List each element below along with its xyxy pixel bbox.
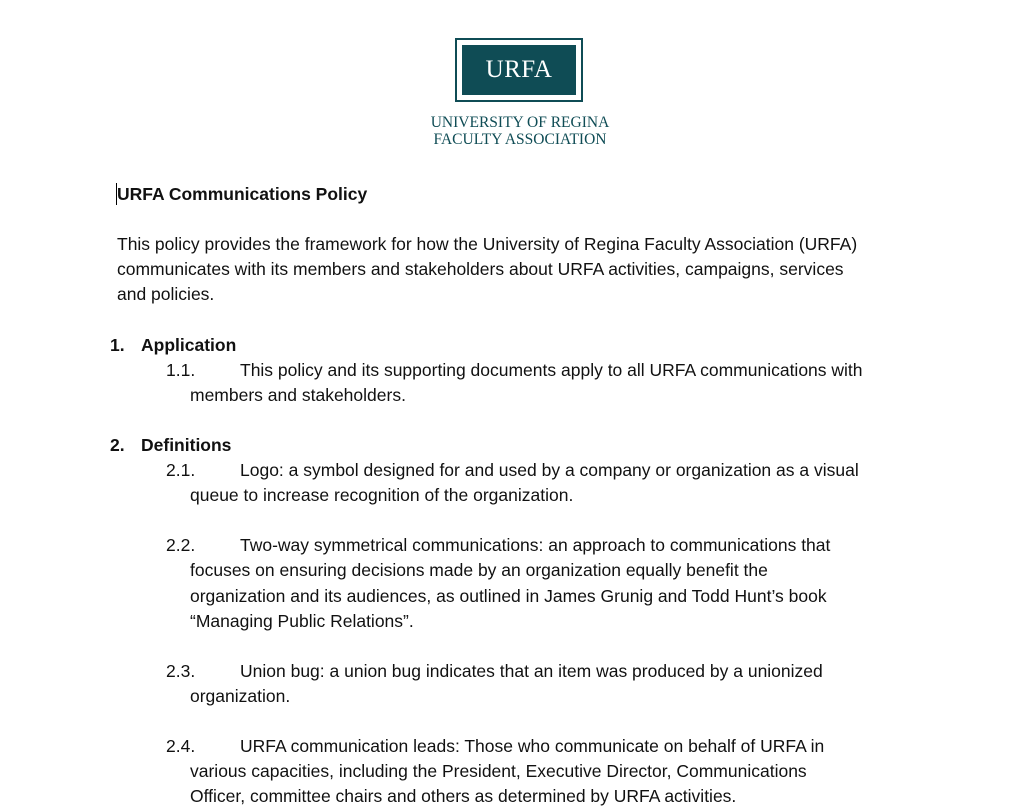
item-text: organization.: [190, 686, 291, 706]
intro-line: and policies.: [117, 284, 215, 304]
item-number: 2.2.: [166, 535, 196, 555]
item-text: “Managing Public Relations”.: [190, 611, 414, 631]
item-text: Logo: a symbol designed for and used by a company or organization as a visual: [240, 460, 859, 480]
item-text: This policy and its supporting documents apply to all URFA communications with: [240, 360, 863, 380]
urfa-logo-text: URFA: [462, 45, 576, 95]
section-heading-application: Application: [141, 335, 237, 355]
item-text: Union bug: a union bug indicates that an item was produced by a unionized: [240, 661, 823, 681]
item-text: members and stakeholders.: [190, 385, 406, 405]
item-text: Two-way symmetrical communications: an approach to communications that: [240, 535, 831, 555]
item-number: 2.3.: [166, 661, 196, 681]
item-text: queue to increase recognition of the organization.: [190, 485, 574, 505]
document-title: URFA Communications Policy: [117, 184, 368, 204]
item-text: various capacities, including the President, Executive Director, Communications: [190, 761, 807, 781]
org-name-line1: UNIVERSITY OF REGINA: [430, 114, 610, 131]
intro-line: communicates with its members and stakeholders about URFA activities, campaigns, services: [117, 259, 844, 279]
item-text: URFA communication leads: Those who communicate on behalf of URFA in: [240, 736, 825, 756]
item-number: 2.4.: [166, 736, 196, 756]
urfa-logo: [455, 38, 583, 102]
item-text: focuses on ensuring decisions made by an organization equally benefit the: [190, 560, 768, 580]
section-heading-definitions: Definitions: [141, 435, 232, 455]
item-number: 1.1.: [166, 360, 196, 380]
section-number: 1.: [110, 335, 125, 355]
item-text: Officer, committee chairs and others as determined by URFA activities.: [190, 786, 737, 806]
item-text: organization and its audiences, as outlined in James Grunig and Todd Hunt’s book: [190, 586, 827, 606]
item-number: 2.1.: [166, 460, 196, 480]
section-number: 2.: [110, 435, 125, 455]
intro-line: This policy provides the framework for how the University of Regina Faculty Association (URFA): [117, 234, 858, 254]
org-name-line2: FACULTY ASSOCIATION: [433, 131, 607, 148]
